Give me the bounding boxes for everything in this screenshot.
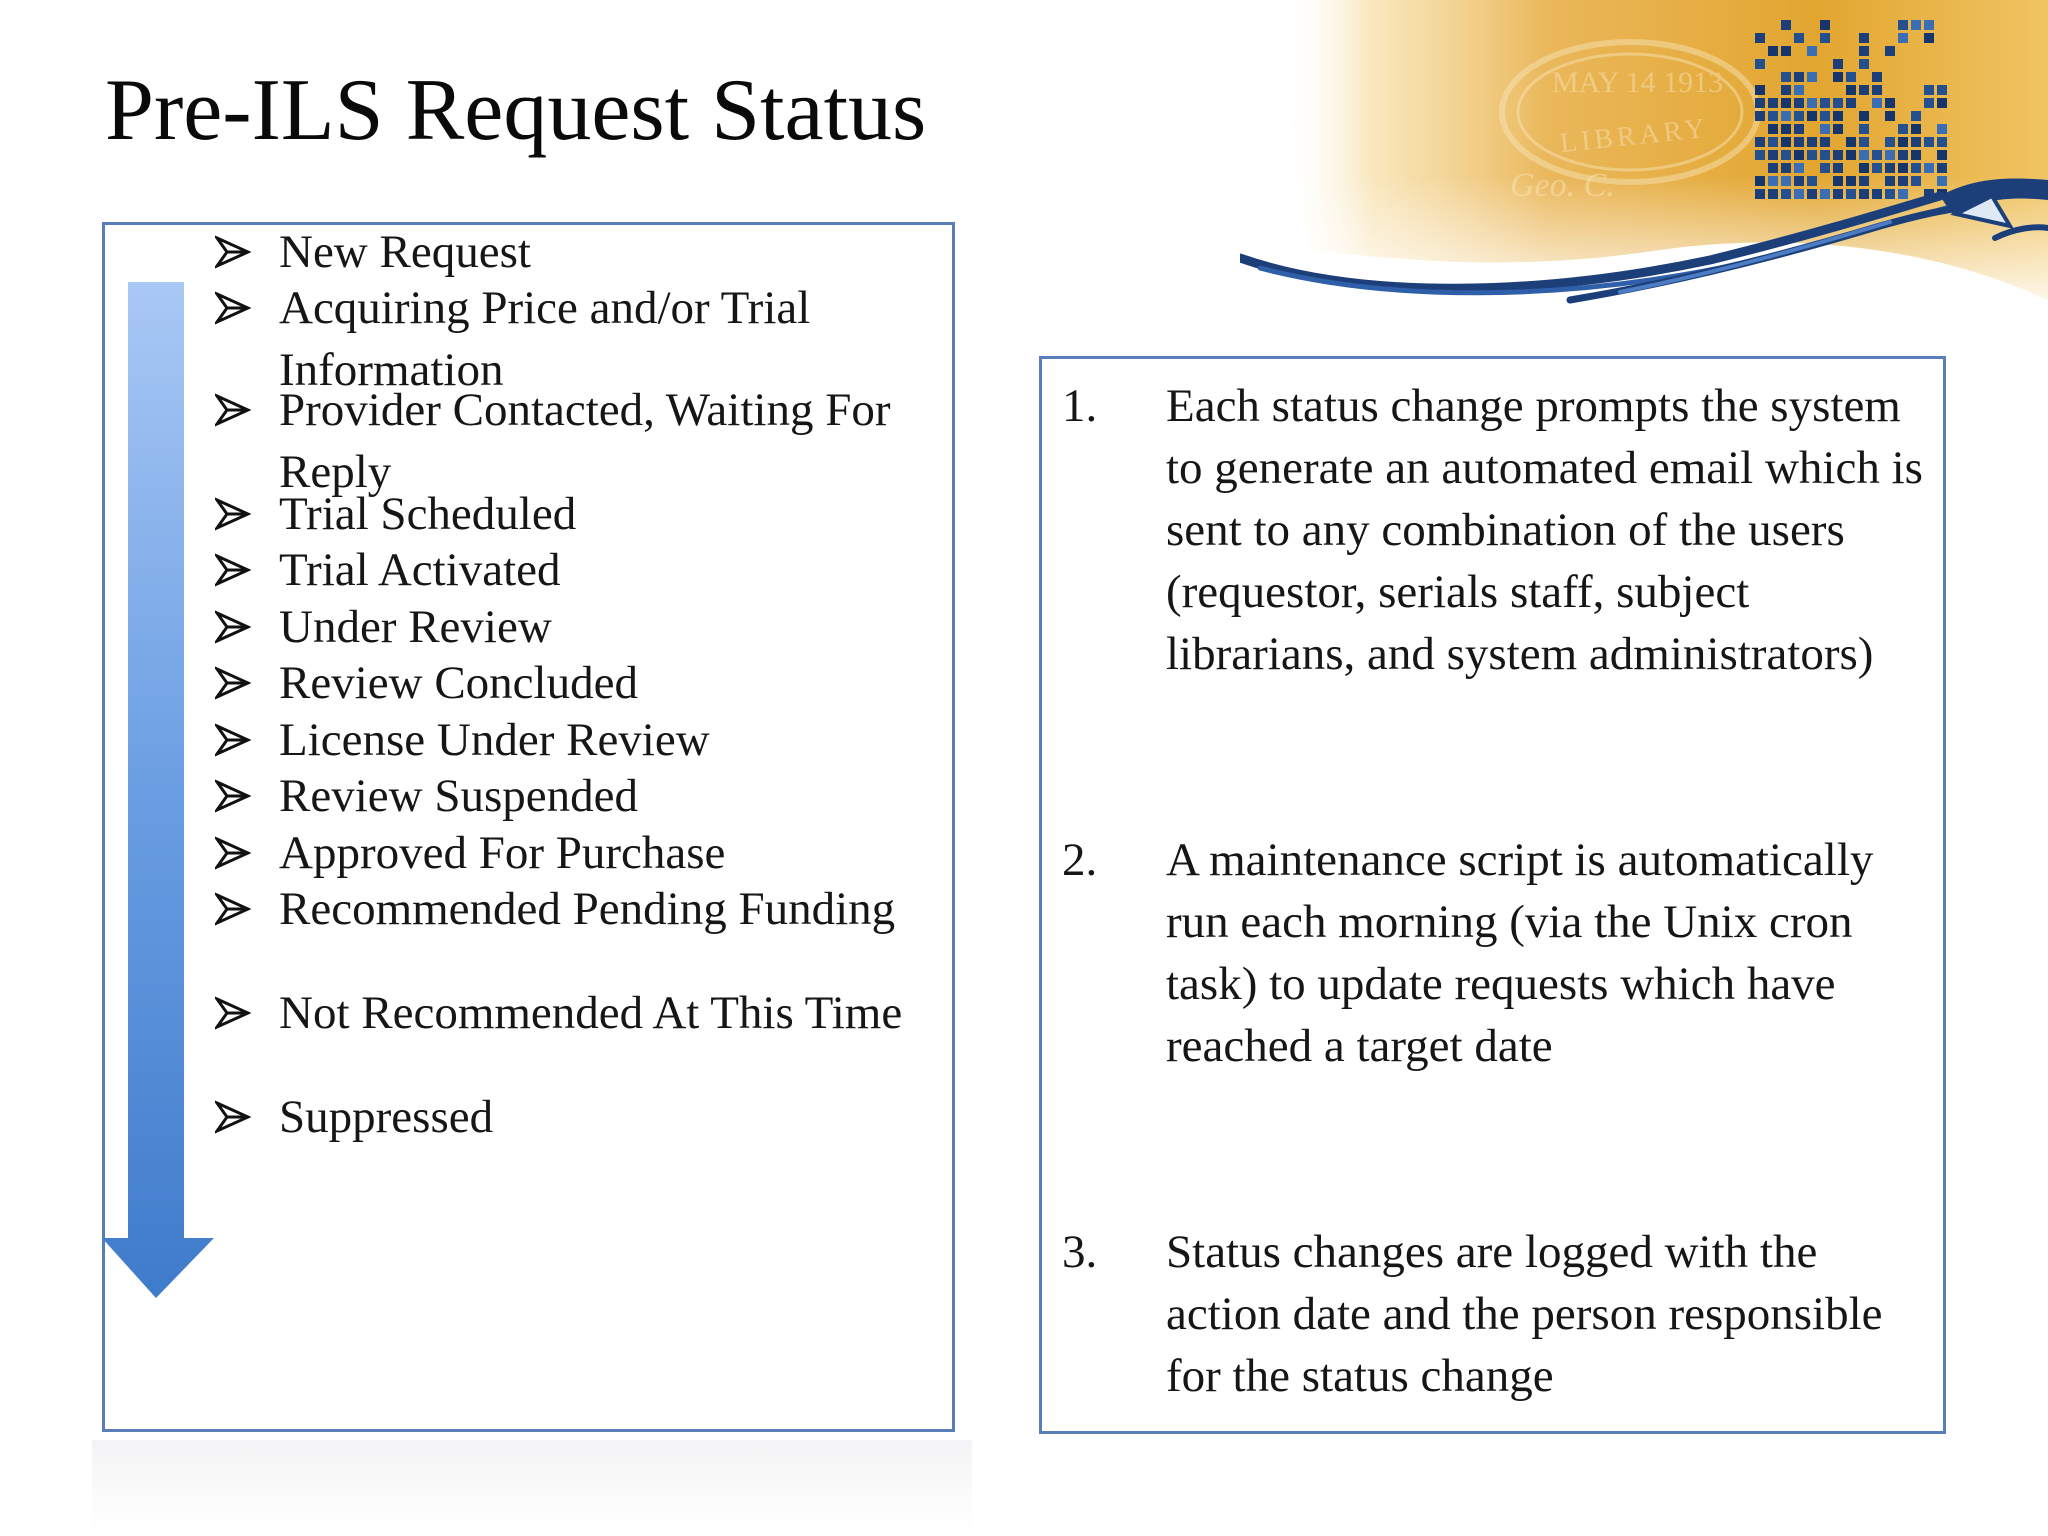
mosaic-tile xyxy=(1794,98,1804,108)
note-text: Status changes are logged with the action date and the person responsible for the status change xyxy=(1166,1226,1883,1402)
status-label: Suppressed xyxy=(279,1091,494,1143)
mosaic-tile xyxy=(1755,33,1765,43)
mosaic-tile xyxy=(1794,33,1804,43)
mosaic-tile xyxy=(1846,189,1856,199)
mosaic-tile xyxy=(1768,98,1778,108)
mosaic-tile xyxy=(1833,111,1843,121)
arrowhead-bullet-icon xyxy=(215,666,251,700)
status-list-box xyxy=(102,222,955,1432)
mosaic-tile xyxy=(1807,189,1817,199)
arrowhead-bullet-icon xyxy=(215,497,251,531)
status-label: Review Concluded xyxy=(279,657,638,709)
mosaic-tile xyxy=(1885,150,1895,160)
mosaic-tile xyxy=(1833,176,1843,186)
mosaic-tile xyxy=(1820,20,1830,30)
mosaic-tile xyxy=(1807,46,1817,56)
mosaic-tile xyxy=(1781,85,1791,95)
mosaic-tile xyxy=(1755,85,1765,95)
mosaic-tile xyxy=(1885,189,1895,199)
mosaic-tile xyxy=(1885,137,1895,147)
mosaic-tile xyxy=(1768,163,1778,173)
mosaic-tile xyxy=(1885,46,1895,56)
mosaic-tile xyxy=(1911,137,1921,147)
handwritten-text: Geo. C. xyxy=(1510,167,1615,204)
mosaic-tile xyxy=(1898,137,1908,147)
mosaic-tile xyxy=(1833,98,1843,108)
mosaic-tile xyxy=(1859,124,1869,134)
status-label: Review Suspended xyxy=(279,770,638,822)
arrowhead-bullet-icon xyxy=(215,836,251,870)
mosaic-tile xyxy=(1833,150,1843,160)
mosaic-tile xyxy=(1846,85,1856,95)
mosaic-tile xyxy=(1781,111,1791,121)
mosaic-tile xyxy=(1807,150,1817,160)
mosaic-tile xyxy=(1755,98,1765,108)
mosaic-tile xyxy=(1937,124,1947,134)
mosaic-tile xyxy=(1924,137,1934,147)
mosaic-tile xyxy=(1794,72,1804,82)
mosaic-tile xyxy=(1768,111,1778,121)
arrowhead-bullet-icon xyxy=(215,235,251,269)
mosaic-tile xyxy=(1859,85,1869,95)
mosaic-tile xyxy=(1859,59,1869,69)
mosaic-tile xyxy=(1859,150,1869,160)
status-label: Not Recommended At This Time xyxy=(279,987,903,1039)
note-text: Each status change prompts the system to generate an automated email which is sent to any combination of the users (requestor, serials staff, subject librarians, and system administrators) xyxy=(1166,380,1923,680)
mosaic-tile xyxy=(1872,150,1882,160)
mosaic-tile xyxy=(1846,150,1856,160)
status-label: Trial Scheduled xyxy=(279,488,577,540)
mosaic-tile xyxy=(1885,111,1895,121)
mosaic-tile xyxy=(1898,176,1908,186)
mosaic-tile xyxy=(1781,176,1791,186)
mosaic-tile xyxy=(1833,59,1843,69)
mosaic-tile xyxy=(1924,85,1934,95)
note-number: 3. xyxy=(1062,1226,1098,1278)
mosaic-tile xyxy=(1872,98,1882,108)
mosaic-tile xyxy=(1794,85,1804,95)
bottom-shadow xyxy=(92,1440,972,1536)
arrowhead-bullet-icon xyxy=(215,779,251,813)
mosaic-tile xyxy=(1859,33,1869,43)
mosaic-tile xyxy=(1755,176,1765,186)
status-list xyxy=(105,225,952,1429)
mosaic-tile xyxy=(1937,150,1947,160)
mosaic-tile xyxy=(1898,163,1908,173)
mosaic-tile xyxy=(1859,46,1869,56)
mosaic-tile xyxy=(1872,189,1882,199)
mosaic-tile xyxy=(1833,124,1843,134)
arrowhead-bullet-icon xyxy=(215,1100,251,1134)
mosaic-tile xyxy=(1911,124,1921,134)
arrowhead-bullet-icon xyxy=(215,892,251,926)
mosaic-tile xyxy=(1755,111,1765,121)
mosaic-tile xyxy=(1820,111,1830,121)
mosaic-tile xyxy=(1898,33,1908,43)
mosaic-tile xyxy=(1794,189,1804,199)
mosaic-tile xyxy=(1755,137,1765,147)
mosaic-tile xyxy=(1820,163,1830,173)
mosaic-tile xyxy=(1781,72,1791,82)
mosaic-tile xyxy=(1781,137,1791,147)
mosaic-tile xyxy=(1833,72,1843,82)
status-label: Trial Activated xyxy=(279,544,561,596)
mosaic-tile xyxy=(1807,111,1817,121)
mosaic-tile xyxy=(1794,137,1804,147)
mosaic-tile xyxy=(1859,176,1869,186)
mosaic-tile xyxy=(1911,150,1921,160)
note-number: 2. xyxy=(1062,834,1098,886)
mosaic-tile xyxy=(1885,163,1895,173)
mosaic-tile xyxy=(1937,98,1947,108)
mosaic-tile xyxy=(1872,72,1882,82)
mosaic-tile xyxy=(1781,150,1791,160)
mosaic-tile xyxy=(1872,163,1882,173)
mosaic-tile xyxy=(1768,46,1778,56)
mosaic-tile xyxy=(1911,20,1921,30)
status-label: License Under Review xyxy=(279,714,710,766)
mosaic-tile xyxy=(1859,111,1869,121)
mosaic-tile xyxy=(1911,111,1921,121)
arrowhead-bullet-icon xyxy=(215,291,251,325)
library-banner-graphic xyxy=(1240,0,2048,320)
mosaic-tile xyxy=(1820,33,1830,43)
mosaic-tile xyxy=(1820,150,1830,160)
arrowhead-bullet-icon xyxy=(215,723,251,757)
status-label: Recommended Pending Funding xyxy=(279,883,896,935)
mosaic-tile xyxy=(1872,85,1882,95)
status-label: Acquiring Price and/or Trial Information xyxy=(279,282,811,396)
mosaic-tile xyxy=(1755,150,1765,160)
mosaic-tile xyxy=(1833,189,1843,199)
mosaic-tile xyxy=(1911,163,1921,173)
mosaic-tile xyxy=(1846,137,1856,147)
mosaic-tile xyxy=(1768,150,1778,160)
mosaic-tile xyxy=(1898,20,1908,30)
mosaic-tile xyxy=(1768,189,1778,199)
mosaic-tile xyxy=(1859,163,1869,173)
mosaic-tile xyxy=(1937,163,1947,173)
mosaic-tile xyxy=(1846,176,1856,186)
mosaic-tile xyxy=(1768,124,1778,134)
mosaic-tile xyxy=(1820,189,1830,199)
mosaic-tile xyxy=(1833,163,1843,173)
mosaic-tile xyxy=(1846,72,1856,82)
status-label: New Request xyxy=(279,226,531,278)
mosaic-tile xyxy=(1898,150,1908,160)
mosaic-tile xyxy=(1820,124,1830,134)
mosaic-tile xyxy=(1768,176,1778,186)
mosaic-tile xyxy=(1898,189,1908,199)
notes-box xyxy=(1039,356,1946,1434)
mosaic-tile xyxy=(1807,98,1817,108)
status-label: Under Review xyxy=(279,601,552,653)
arrowhead-bullet-icon xyxy=(215,553,251,587)
status-label: Provider Contacted, Waiting For Reply xyxy=(279,384,891,498)
stamp-date: MAY 14 1913 xyxy=(1552,66,1724,99)
mosaic-tile xyxy=(1820,98,1830,108)
mosaic-tile xyxy=(1781,163,1791,173)
mosaic-tile xyxy=(1924,98,1934,108)
mosaic-tile xyxy=(1781,98,1791,108)
mosaic-tile xyxy=(1794,163,1804,173)
note-text: A maintenance script is automatically run each morning (via the Unix cron task) to update requests which have reached a target date xyxy=(1166,834,1874,1072)
mosaic-tile xyxy=(1846,98,1856,108)
mosaic-tile xyxy=(1807,72,1817,82)
mosaic-tile xyxy=(1807,176,1817,186)
mosaic-tile xyxy=(1859,189,1869,199)
mosaic-tile xyxy=(1859,137,1869,147)
mosaic-tile xyxy=(1781,189,1791,199)
mosaic-tile xyxy=(1885,98,1895,108)
mosaic-tile xyxy=(1898,124,1908,134)
mosaic-tile xyxy=(1768,137,1778,147)
mosaic-tile xyxy=(1755,59,1765,69)
stamp-word: LIBRARY xyxy=(1558,112,1711,160)
mosaic-tile xyxy=(1781,46,1791,56)
down-arrow-icon xyxy=(100,280,216,1300)
mosaic-tile xyxy=(1794,150,1804,160)
mosaic-tile xyxy=(1794,124,1804,134)
mosaic-tile xyxy=(1794,111,1804,121)
mosaic-tile xyxy=(1924,20,1934,30)
mosaic-tile xyxy=(1820,137,1830,147)
mosaic-tile xyxy=(1937,176,1947,186)
mosaic-tile xyxy=(1924,33,1934,43)
status-label: Approved For Purchase xyxy=(279,827,726,879)
mosaic-tile xyxy=(1781,124,1791,134)
note-number: 1. xyxy=(1062,380,1098,432)
mosaic-tile xyxy=(1924,163,1934,173)
mosaic-tile xyxy=(1794,176,1804,186)
mosaic-tile xyxy=(1781,20,1791,30)
mosaic-tile xyxy=(1937,85,1947,95)
mosaic-tile xyxy=(1807,137,1817,147)
arrowhead-bullet-icon xyxy=(215,996,251,1030)
arrowhead-bullet-icon xyxy=(215,610,251,644)
arrowhead-bullet-icon xyxy=(215,393,251,427)
mosaic-tile xyxy=(1911,176,1921,186)
slide-title: Pre-ILS Request Status xyxy=(105,62,927,159)
mosaic-tile xyxy=(1885,176,1895,186)
mosaic-tile xyxy=(1755,189,1765,199)
mosaic-tile xyxy=(1937,137,1947,147)
